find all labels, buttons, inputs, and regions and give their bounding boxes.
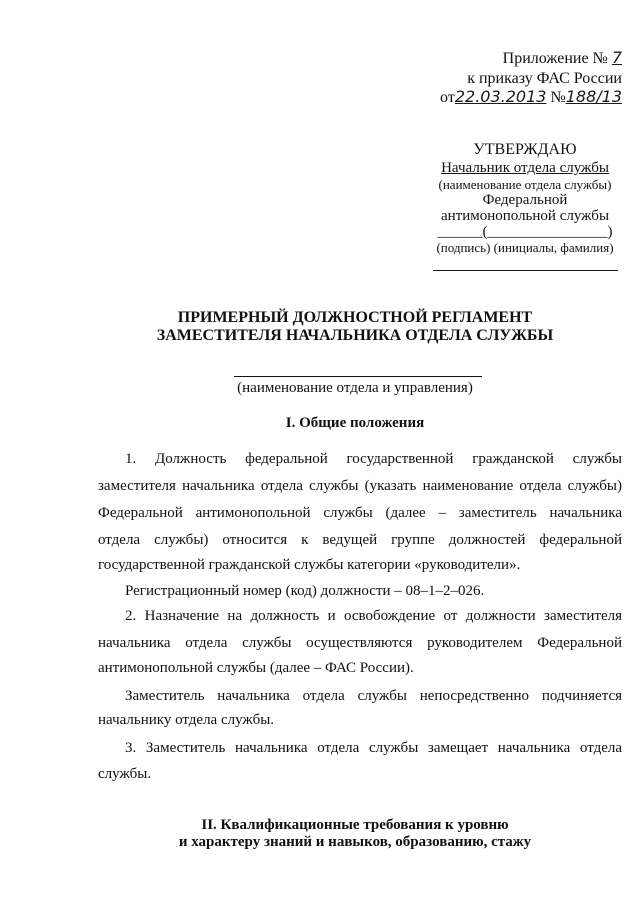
annex-title xyxy=(0,48,622,68)
annex-number: 7 xyxy=(611,48,622,67)
annex-date-value: 22.03.2013 xyxy=(454,87,547,106)
approval-position-note: (наименование отдела службы) xyxy=(438,177,612,192)
section1-heading: I. Общие положения xyxy=(285,415,425,431)
annex-number-prefix: № xyxy=(550,89,566,106)
p5-line1: 3. Заместитель начальника отдела службы замещает начальника отдела xyxy=(125,740,622,756)
p3-line3: антимонопольной службы (далее – ФАС России). xyxy=(98,660,414,676)
p1-line5: государственной гражданской службы категории «руководители». xyxy=(98,557,521,573)
approval-signature-note: (подпись) (инициалы, фамилия) xyxy=(436,240,614,255)
approval-org-line1: Федеральной xyxy=(482,192,568,208)
p1-line3: Федеральной антимонопольной службы (далее – заместитель начальника xyxy=(98,505,622,521)
p4-line2: начальнику отдела службы. xyxy=(98,712,275,728)
annex-date-prefix: от xyxy=(440,89,455,106)
annex-order: к приказу ФАС России xyxy=(467,70,622,87)
p3-line1: 2. Назначение на должность и освобождение от должности заместителя xyxy=(125,608,622,624)
document-title-line2: ЗАМЕСТИТЕЛЯ НАЧАЛЬНИКА ОТДЕЛА СЛУЖБЫ xyxy=(156,327,554,344)
approval-signature-line: ______(________________) xyxy=(437,224,613,240)
approval-word: УТВЕРЖДАЮ xyxy=(473,141,577,158)
department-note: (наименование отдела и управления) xyxy=(237,380,473,396)
p4-line1: Заместитель начальника отдела службы непосредственно подчиняется xyxy=(125,688,622,704)
p3-line2: начальника отдела службы осуществляются руководителем Федеральной xyxy=(98,635,622,651)
section2-heading-line1: II. Квалификационные требования к уровню xyxy=(201,817,509,833)
p1-line2: заместителя начальника отдела службы (указать наименование отдела службы) xyxy=(98,478,622,494)
approval-org-line2: антимонопольной службы xyxy=(440,208,610,224)
approval-date-line xyxy=(433,270,618,271)
annex-order-number: 188/13 xyxy=(565,87,622,106)
p1-line1: 1. Должность федеральной государственной гражданской службы xyxy=(125,451,622,467)
annex-label: Приложение № xyxy=(502,50,608,67)
document-title-line1: ПРИМЕРНЫЙ ДОЛЖНОСТНОЙ РЕГЛАМЕНТ xyxy=(177,309,533,326)
department-blank-line xyxy=(234,376,482,377)
p1-line4: отдела службы) относится к ведущей группе должностей федеральной xyxy=(98,532,622,548)
approval-position: Начальник отдела службы xyxy=(441,160,609,176)
section2-heading-line2: и характеру знаний и навыков, образованию, стажу xyxy=(178,834,532,850)
p5-line2: службы. xyxy=(98,766,152,782)
p2-registration: Регистрационный номер (код) должности – 08–1–2–026. xyxy=(125,583,485,599)
annex-date xyxy=(0,87,622,107)
